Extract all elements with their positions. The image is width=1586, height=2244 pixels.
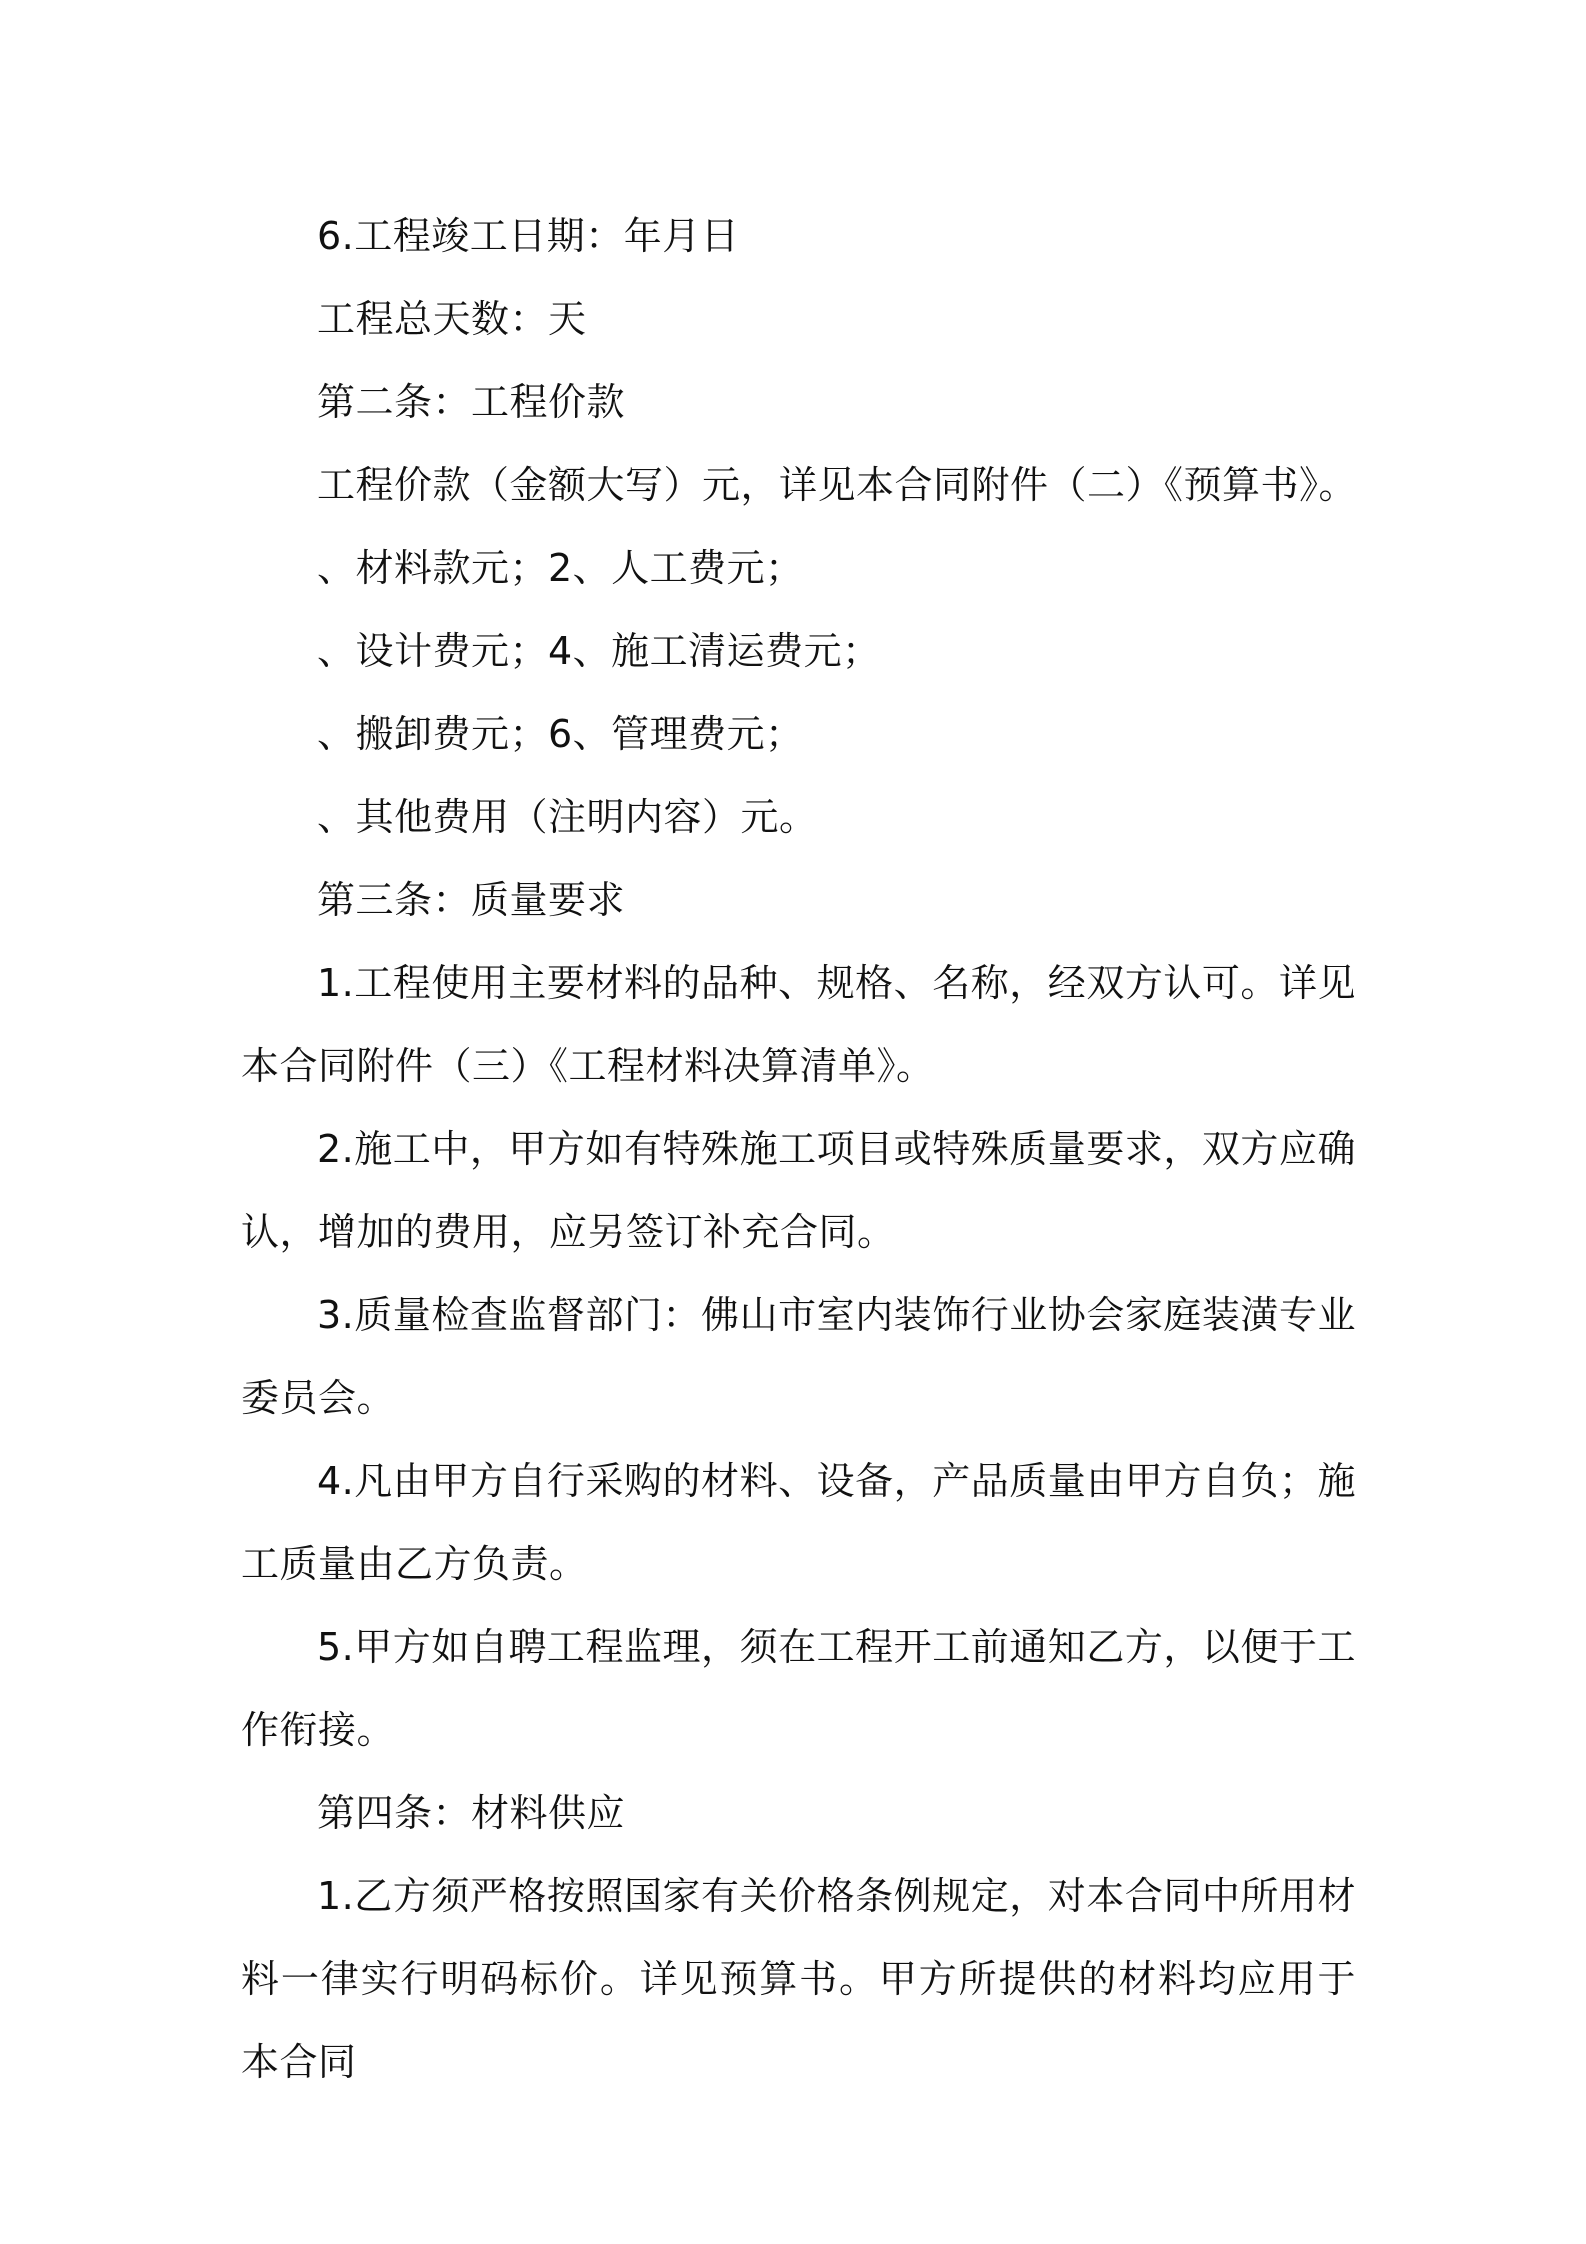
heading-article-2: 第二条：工程价款 <box>317 380 626 424</box>
paragraph-quality-3: 3.质量检查监督部门：佛山市室内装饰行业协会家庭装潢专业委员会。 <box>241 1293 1356 1420</box>
heading-article-4: 第四条：材料供应 <box>317 1791 626 1835</box>
paragraph-handling-management: 、搬卸费元；6、管理费元； <box>317 712 804 756</box>
paragraph-materials-supply-1: 1.乙方须严格按照国家有关价格条例规定，对本合同中所用材料一律实行明码标价。详见预算书。甲方所提供的材料均应用于本合同 <box>241 1874 1356 2084</box>
paragraph-completion-date: 6.工程竣工日期：年月日 <box>317 214 740 258</box>
paragraph-quality-1: 1.工程使用主要材料的品种、规格、名称，经双方认可。详见本合同附件（三）《工程材料决算清单》。 <box>241 961 1356 1088</box>
heading-article-3: 第三条：质量要求 <box>317 878 626 922</box>
paragraph-materials-labor: 、材料款元；2、人工费元； <box>317 546 804 590</box>
paragraph-quality-2: 2.施工中，甲方如有特殊施工项目或特殊质量要求，双方应确认，增加的费用，应另签订补充合同。 <box>241 1127 1356 1254</box>
paragraph-quality-5: 5.甲方如自聘工程监理，须在工程开工前通知乙方，以便于工作衔接。 <box>241 1625 1356 1752</box>
paragraph-other-fees: 、其他费用（注明内容）元。 <box>317 795 818 839</box>
paragraph-quality-4: 4.凡由甲方自行采购的材料、设备，产品质量由甲方自负；施工质量由乙方负责。 <box>241 1459 1356 1586</box>
paragraph-design-cleanup: 、设计费元；4、施工清运费元； <box>317 629 881 673</box>
paragraph-total-days: 工程总天数：天 <box>317 297 587 341</box>
document-body <box>241 195 1356 2104</box>
paragraph-project-price: 工程价款（金额大写）元，详见本合同附件（二）《预算书》。 <box>317 463 1358 507</box>
